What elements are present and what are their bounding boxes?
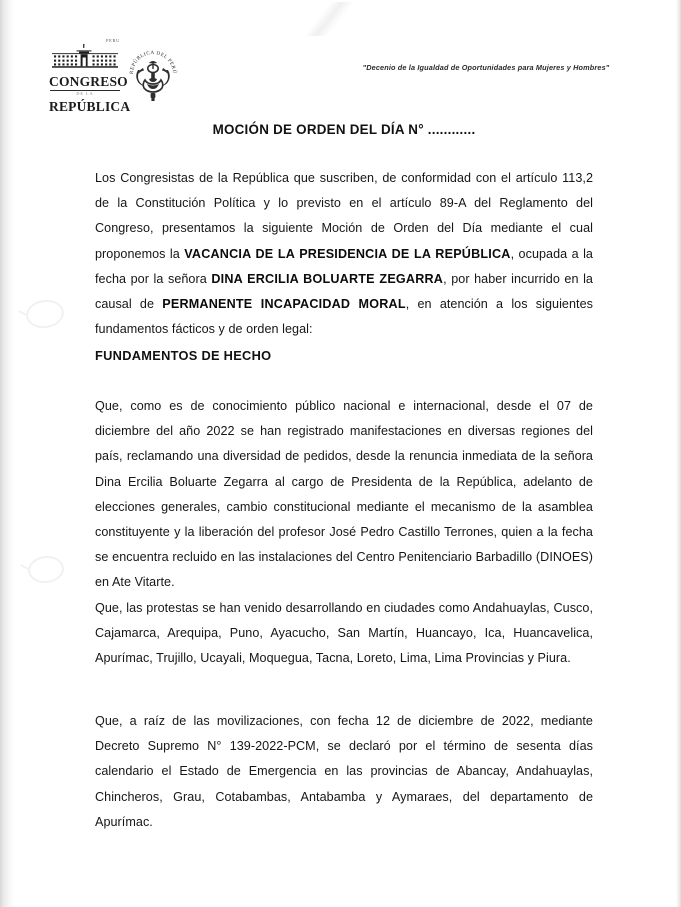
- intro-text-part1: Los Congresistas de la República que suscriben, de conformidad con el artículo 113,2 de la Constitución Política y lo previsto en el artículo 89-A del Reglamento del Congreso, presentamos la siguiente Moción de Orden del Día mediante el cual proponemos la: [95, 171, 593, 261]
- document-title: MOCIÓN DE ORDEN DEL DÍA N° ............: [212, 122, 476, 137]
- intro-emphasis-vacancia: VACANCIA DE LA PRESIDENCIA DE LA REPÚBLICA: [184, 246, 511, 261]
- section-heading-fundamentos: FUNDAMENTOS DE HECHO: [95, 348, 272, 363]
- fact-paragraph: Que, a raíz de las movilizaciones, con fecha 12 de diciembre de 2022, mediante Decreto Supremo N° 139-2022-PCM, se declaró por el término de sesenta días calendario el Estado de Emergencia en las provincias de Abancay, Andahuaylas, Chincheros, Grau, Cotabambas, Antabamba y Aymaraes, del departamento de Apurímac.: [95, 714, 593, 829]
- fact-paragraph: Que, las protestas se han venido desarrollando en ciudades como Andahuaylas, Cusco, Cajamarca, Arequipa, Puno, Ayacucho, San Martín, Huancayo, Ica, Huancavelica, Apurímac, Trujillo, Ucayali, Moquegua, Tacna, Loreto, Lima, Lima Provincias y Piura.: [95, 601, 593, 666]
- peru-coat-of-arms-icon: [125, 40, 181, 106]
- scan-ghost-mark-artifact: [18, 310, 27, 316]
- page-edge-right: [676, 0, 681, 907]
- scan-ghost-mark-artifact: [20, 564, 29, 570]
- logo-congreso-label: CONGRESO: [49, 74, 128, 89]
- scan-ghost-ring-artifact: [27, 554, 66, 585]
- intro-paragraph: [95, 166, 593, 342]
- intro-text-part3: , por haber incurrido en la causal de: [95, 271, 593, 312]
- institutional-slogan: "Decenio de la Igualdad de Oportunidades para Mujeres y Hombres": [362, 63, 610, 72]
- intro-emphasis-president-name: DINA ERCILIA BOLUARTE ZEGARRA: [211, 271, 444, 286]
- svg-text:REPÚBLICA DEL PERÚ: REPÚBLICA DEL PERÚ: [128, 49, 178, 75]
- scan-shadow-left: [0, 0, 14, 907]
- scan-ghost-ring-artifact: [24, 297, 66, 330]
- fact-paragraph: Que, como es de conocimiento público nacional e internacional, desde el 07 de diciembre del año 2022 se han registrado manifestaciones en diversas regiones del país, reclamando una diversidad de pedidos, desde la renuncia inmediata de la señora Dina Ercilia Boluarte Zegarra al cargo de Presidenta de la República, adelanto de elecciones generales, cambio constitucional mediante el mecanismo de la asamblea constituyente y la liberación del profesor José Pedro Castillo Terrones, quien a la fecha se encuentra recluido en las instalaciones del Centro Penitenciario Barbadillo (DINOES) en Ate Vitarte.: [95, 399, 593, 590]
- intro-emphasis-causal: PERMANENTE INCAPACIDAD MORAL: [162, 297, 406, 312]
- scan-streak-artifact: [292, 2, 366, 36]
- congreso-logo: [49, 38, 131, 114]
- peru-tag-label: PERU: [105, 38, 120, 43]
- logo-republica-label: REPÚBLICA: [49, 99, 131, 114]
- intro-text-part4: , en atención a los siguientes fundamentos fácticos y de orden legal:: [95, 297, 593, 337]
- intro-text-part2: , ocupada a la fecha por la señora: [95, 246, 593, 286]
- logo-dela-label: DE LA: [76, 91, 94, 96]
- masthead: [45, 38, 185, 116]
- legislative-palace-icon: [49, 44, 121, 74]
